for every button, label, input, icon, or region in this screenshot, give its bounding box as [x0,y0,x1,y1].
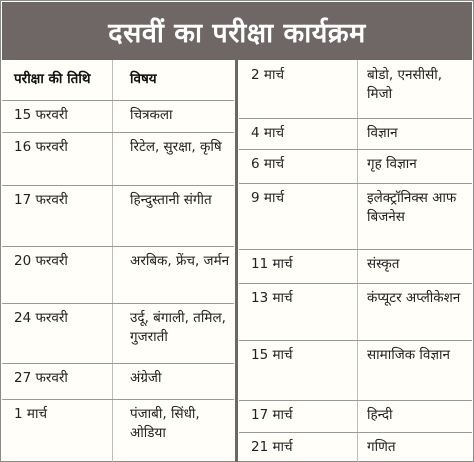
table-row [239,118,472,150]
row-date: 13 मार्च [251,290,293,306]
row-subject: हिन्दुस्तानी संगीत [130,192,212,208]
row-subject: हिन्दी [367,407,393,423]
row-subject: संस्कृत [367,256,400,272]
row-subject: कंप्यूटर अप्लीकेशन [367,290,461,306]
row-date: 15 मार्च [251,347,293,363]
page-title: दसवीं का परीक्षा कार्यक्रम [2,2,472,60]
row-date: 20 फरवरी [14,253,68,269]
table-row [2,399,234,461]
row-date: 6 मार्च [251,156,285,172]
row-subject: बोडो, एनसीसी, मिजो [367,67,443,102]
table-row [2,132,234,186]
row-date: 11 मार्च [251,256,293,272]
row-subject: इलेक्ट्रॉनिक्स आफ बिजनेस [367,190,457,225]
row-subject: विज्ञान [367,125,398,141]
table-row [239,340,472,401]
table-row [2,363,234,400]
table-row [239,249,472,284]
row-date: 17 फरवरी [14,192,68,208]
row-subject: अरबिक, फ्रेंच, जर्मन [130,253,230,269]
table-header-row [2,60,234,101]
row-subject: चित्रकला [130,107,173,123]
right-schedule-column [239,60,472,462]
table-row [2,246,234,304]
row-date: 1 मार्च [14,406,48,422]
table-row [239,283,472,341]
table-row [239,149,472,184]
column-divider [235,60,238,462]
row-subject: रिटेल, सुरक्षा, कृषि [130,139,222,155]
row-date: 16 फरवरी [14,139,68,155]
row-subject: गृह विज्ञान [367,156,417,172]
row-date: 21 मार्च [251,439,293,455]
table-row [239,432,472,462]
row-subject: अंग्रेजी [130,370,162,386]
row-subject: उर्दू, बंगाली, तमिल, गुजराती [130,310,226,345]
row-date: 27 फरवरी [14,370,68,386]
row-subject: गणित [367,439,396,455]
table-row [2,303,234,364]
header-date: परीक्षा की तिथि [14,71,91,87]
row-date: 17 मार्च [251,407,293,423]
table-row [239,183,472,250]
table-row [2,100,234,133]
table-row [239,60,472,119]
table-row [2,185,234,247]
row-subject: सामाजिक विज्ञान [367,347,451,363]
row-date: 9 मार्च [251,190,285,206]
left-schedule-column [2,60,234,462]
row-date: 15 फरवरी [14,107,68,123]
row-date: 4 मार्च [251,125,285,141]
row-subject: पंजाबी, सिंधी, ओडिया [130,406,200,441]
header-subject: विषय [130,71,157,87]
row-date: 2 मार्च [251,67,285,83]
table-row [239,400,472,433]
row-date: 24 फरवरी [14,310,68,326]
